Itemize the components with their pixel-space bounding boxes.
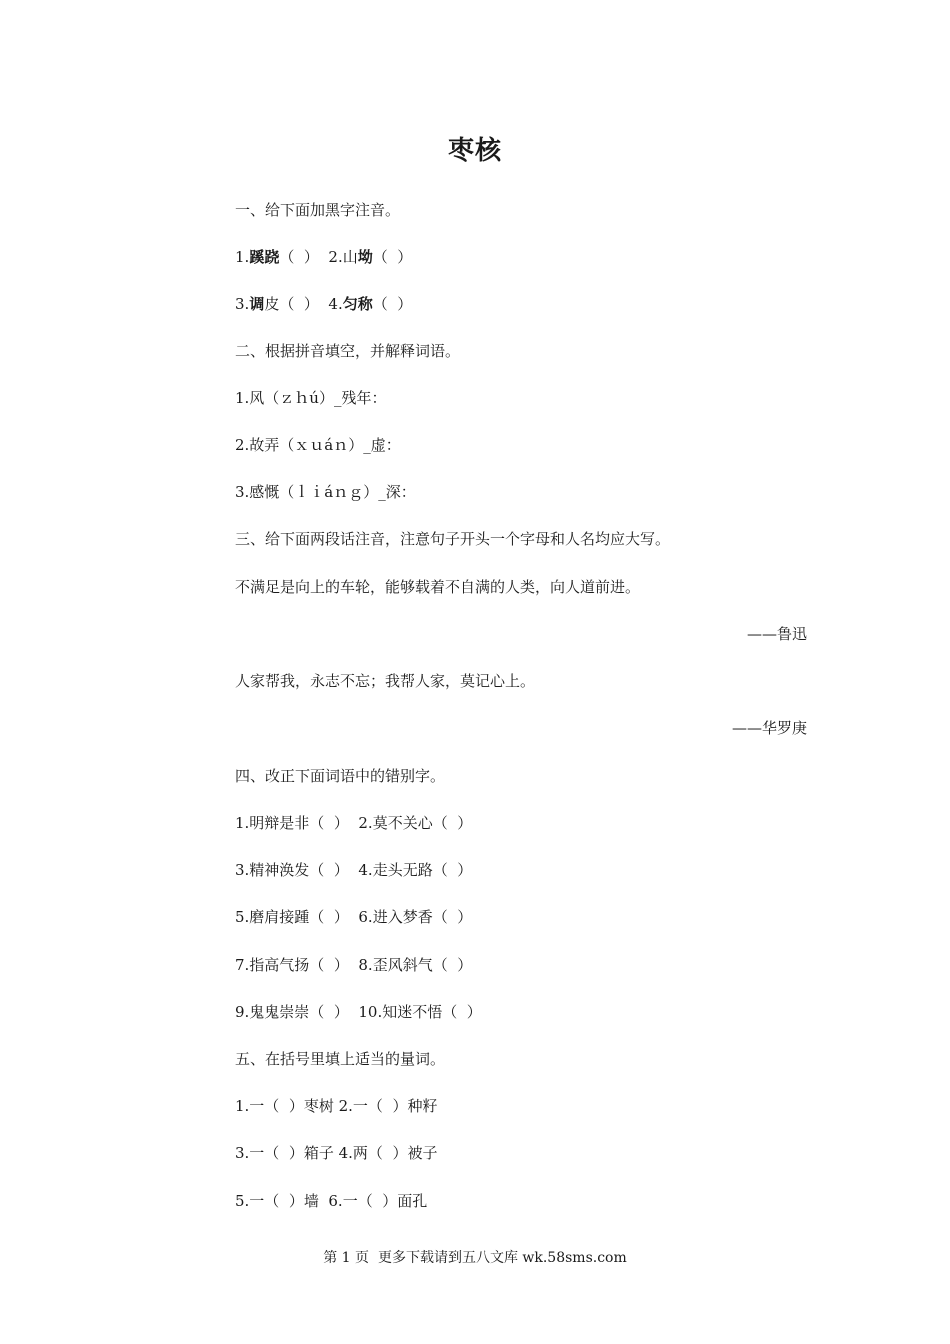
section4-item: 9.鬼鬼崇崇（ ） 10.知迷不悟（ ） [235,1003,482,1021]
section4-item: 7.指高气扬（ ） 8.歪风斜气（ ） [235,956,473,974]
page-footer: 第 1 页 更多下载请到五八文库 wk.58sms.com [323,1250,627,1266]
q3-number: 3. [235,295,250,313]
section5-item: 1.一（ ）枣树 2.一（ ）种籽 [235,1097,438,1115]
section2-item: 3.感慨（ｌｉáｎｇ）_深： [235,483,416,501]
section2-item: 2.故弄（ｘｕáｎ）_虚： [235,436,401,454]
q3-word: 调 [249,295,265,313]
section1-heading: 一、给下面加黑字注音。 [235,201,401,219]
quote-2-author: ——华罗庚 [731,719,807,737]
quote-1-author: ——鲁迅 [746,625,807,643]
section1-row2 [235,294,412,314]
section4-item: 1.明辩是非（ ） 2.莫不关心（ ） [235,814,473,832]
q2-tail: （ ） [372,248,413,266]
page-title: 枣核 [447,136,502,166]
section1-row1 [235,247,412,267]
section3-heading: 三、给下面两段话注音，注意句子开头一个字母和人名均应大写。 [235,530,671,548]
q2-word: 坳 [357,248,373,266]
q1-number: 1. [235,248,250,266]
section2-heading: 二、根据拼音填空，并解释词语。 [235,342,461,360]
q1-word: 蹊跷 [249,248,280,266]
section4-heading: 四、改正下面词语中的错别字。 [235,767,446,785]
section5-heading: 五、在括号里填上适当的量词。 [235,1050,446,1068]
q4-word: 匀称 [342,295,373,313]
q4-tail: （ ） [372,295,413,313]
section4-item: 5.磨肩接踵（ ） 6.进入梦香（ ） [235,908,473,926]
quote-2: 人家帮我，永志不忘；我帮人家，莫记心上。 [235,672,536,690]
section4-item: 3.精神涣发（ ） 4.走头无路（ ） [235,861,473,879]
q3-tail: 皮（ ） 4. [264,295,343,313]
section5-item: 5.一（ ）墙 6.一（ ）面孔 [235,1192,428,1210]
section2-item: 1.风（ｚｈú）_残年： [235,389,387,407]
quote-1: 不满足是向上的车轮，能够载着不自满的人类，向人道前进。 [235,578,641,596]
section5-item: 3.一（ ）箱子 4.两（ ）被子 [235,1144,438,1162]
q1-tail: （ ） 2.山 [279,248,358,266]
